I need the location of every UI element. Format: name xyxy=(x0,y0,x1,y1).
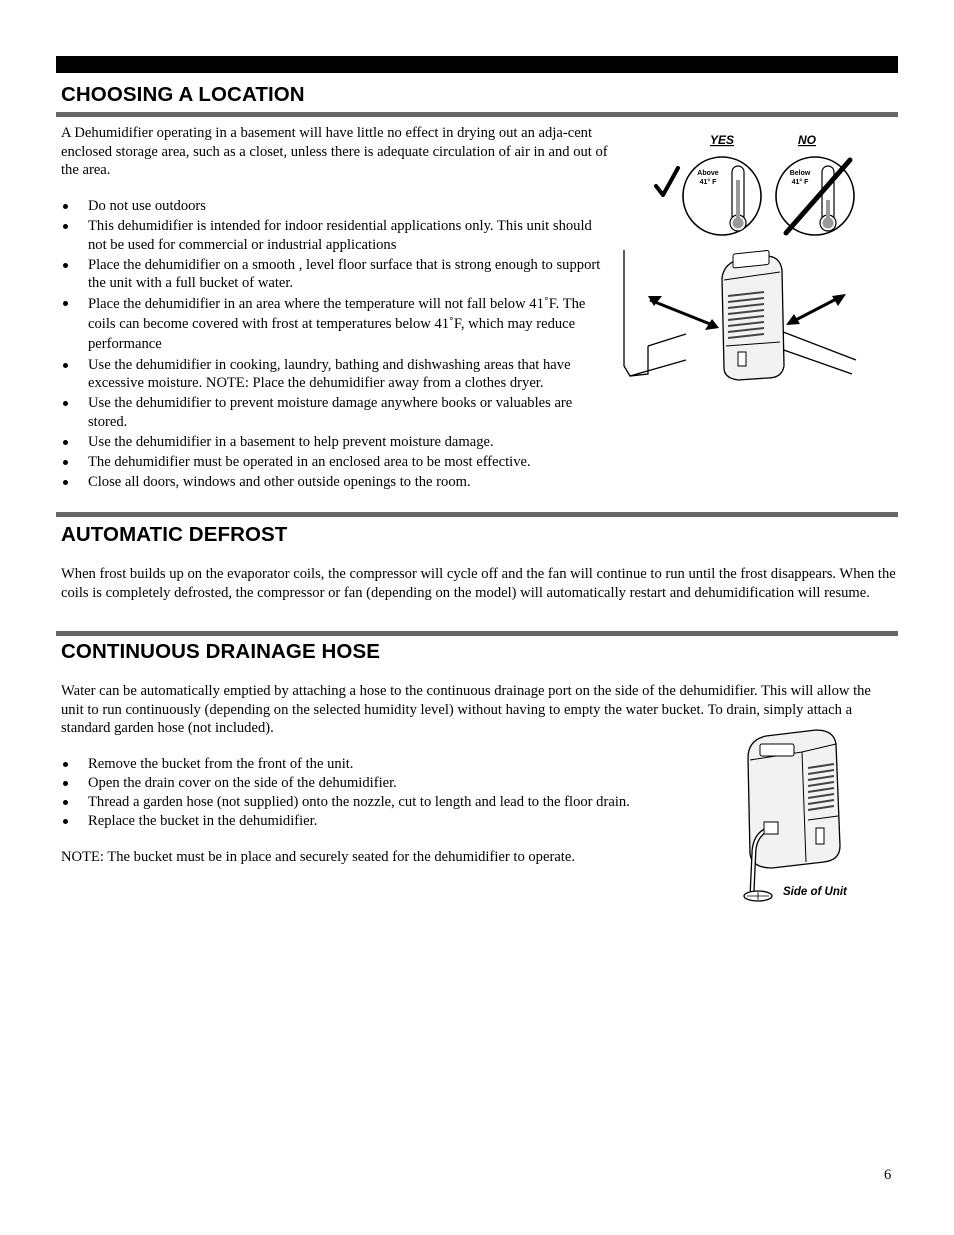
list-item: The dehumidifier must be operated in an enclosed area to be most effective. xyxy=(61,453,609,472)
list-item: Place the dehumidifier on a smooth , level floor surface that is strong enough to support the unit with a full bucket of water. xyxy=(61,256,609,293)
drain-hose-figure xyxy=(738,728,858,906)
dehumidifier-image xyxy=(722,250,784,380)
list-item: Remove the bucket from the front of the unit. xyxy=(61,755,701,774)
dehumidifier-image xyxy=(748,730,840,868)
drainage-bullet-list xyxy=(61,755,701,831)
yes-label: YES xyxy=(709,133,735,147)
location-intro: A Dehumidifier operating in a basement will have little no effect in drying out an adja-cent enclosed storage area, such as a closet, unless there is adequate circulation of air in and out of the area. xyxy=(61,125,608,178)
list-item: Use the dehumidifier in cooking, laundry, bathing and dishwashing areas that have excessive moisture. NOTE: Place the dehumidifier away from a clothes dryer. xyxy=(61,356,609,393)
list-item: Thread a garden hose (not supplied) onto the nozzle, cut to length and lead to the floor drain. xyxy=(61,793,701,812)
no-label: NO xyxy=(798,133,816,147)
section-divider xyxy=(56,512,898,517)
checkmark-icon xyxy=(656,168,678,195)
section-title-location: CHOOSING A LOCATION xyxy=(61,83,305,106)
section-divider xyxy=(56,112,898,117)
section-title-defrost: AUTOMATIC DEFROST xyxy=(61,523,288,546)
below-temp-label: 41° F xyxy=(791,179,809,186)
list-item: Open the drain cover on the side of the dehumidifier. xyxy=(61,774,701,793)
list-item: Close all doors, windows and other outside openings to the room. xyxy=(61,473,609,492)
below-label: Below xyxy=(789,170,811,177)
list-item: Use the dehumidifier to prevent moisture damage anywhere books or valuables are stored. xyxy=(61,394,609,431)
double-arrow-icon xyxy=(786,294,846,325)
drainage-intro: Water can be automatically emptied by attaching a hose to the continuous drainage port on the side of the dehumidifier. This will allow the unit to run continuously (depending on the selected humidity level) without having to empty the water bucket. To drain, simply attach a standard garden hose (not included). xyxy=(61,683,871,736)
double-arrow-icon xyxy=(648,296,719,330)
page-number: 6 xyxy=(884,1167,892,1183)
section-title-drainage: CONTINUOUS DRAINAGE HOSE xyxy=(61,640,381,663)
list-item: Replace the bucket in the dehumidifier. xyxy=(61,812,701,831)
temperature-figure xyxy=(640,128,870,240)
list-item: This dehumidifier is intended for indoor residential applications only. This unit should not be used for commercial or industrial applications xyxy=(61,217,609,254)
defrost-body: When frost builds up on the evaporator coils, the compressor will cycle off and the fan will continue to run until the frost disappears. When the coils is completely defrosted, the compressor or fan (depending on the model) will automatically restart and dehumidification will resume. xyxy=(61,566,896,601)
placement-figure xyxy=(620,248,866,384)
figure-caption: Side of Unit xyxy=(783,886,847,898)
drainage-note: NOTE: The bucket must be in place and securely seated for the dehumidifier to operate. xyxy=(61,849,575,865)
list-item: Use the dehumidifier in a basement to help prevent moisture damage. xyxy=(61,433,609,452)
section-divider xyxy=(56,631,898,636)
above-temp-label: 41° F xyxy=(699,179,717,186)
yes-circle xyxy=(683,157,761,235)
list-item: Do not use outdoors xyxy=(61,197,609,216)
thermometer-icon xyxy=(730,166,746,231)
list-item: Place the dehumidifier in an area where the temperature will not fall below 41˚F. The coils can become covered with frost at temperatures below 41˚F, which may reduce performance xyxy=(61,294,609,354)
floor-drain-icon xyxy=(744,891,772,901)
location-bullet-list xyxy=(61,197,609,493)
top-header-bar xyxy=(56,56,898,73)
above-label: Above xyxy=(697,170,719,177)
